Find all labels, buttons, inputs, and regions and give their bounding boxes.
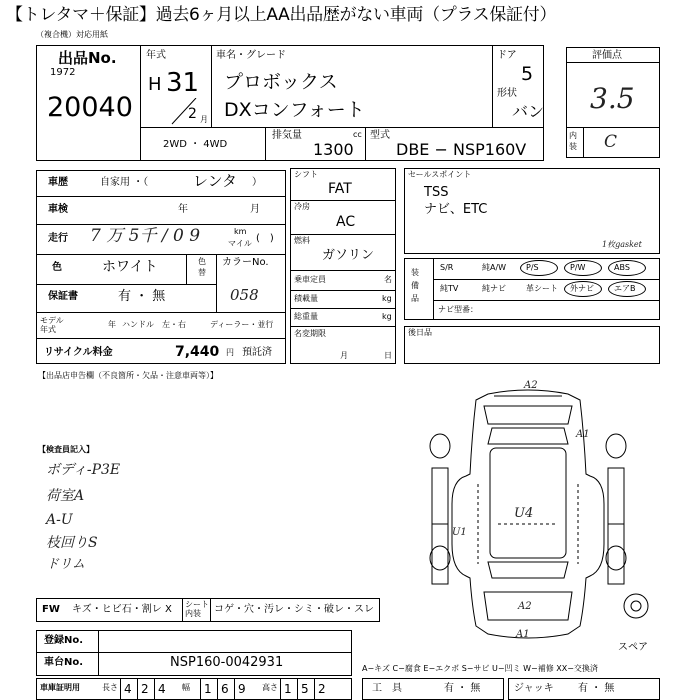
name-change-label: 名変期限 [294, 329, 326, 338]
model-year-year: 年 [108, 320, 116, 329]
color-value: ホワイト [102, 259, 158, 275]
equipment-item-r1-circle-5 [608, 260, 646, 276]
navi-label: ナビ型番： [438, 305, 478, 314]
history-label: 車歴 [48, 177, 68, 188]
fw-seat-text: コゲ・穴・汚レ・シミ・破レ・スレ [214, 604, 374, 615]
load-label: 積載量 [294, 294, 318, 303]
warranty-label: 保証書 [48, 291, 78, 302]
model-grade: DXコンフォート [224, 99, 365, 121]
score-label: 評価点 [592, 50, 622, 61]
shape-value: バン [512, 102, 545, 121]
notes-box [404, 326, 660, 364]
jack-label: ジャッキ [514, 683, 554, 694]
mileage-value: 7 万 5千 / 0 9 [90, 226, 201, 246]
inspector-line-1: ボディ-P3E [46, 462, 121, 478]
door-value: 5 [521, 63, 534, 85]
equipment-item-r1-circle-3 [520, 260, 558, 276]
inspector-label: 【検査員記入】 [38, 445, 94, 454]
recycle-unit: 円 [226, 348, 234, 357]
header-subnote: （複合機）対応用紙 [36, 30, 108, 39]
diagram-mark-5: A2 [518, 601, 532, 612]
fw-seat-label: シート内装 [185, 600, 209, 618]
name-change-month: 月 [340, 351, 348, 360]
diagram-mark-3: U4 [514, 506, 534, 521]
tools-value: 有 ・ 無 [444, 683, 481, 694]
recycle-label: リサイクル料金 [44, 347, 113, 358]
inspector-line-5: ドリム [46, 557, 86, 572]
cert-group-label-3: 高さ [262, 683, 278, 692]
cert-digit: 2 [141, 682, 149, 696]
weight-label: 総重量 [294, 312, 318, 321]
equipment-item-r1-5: ABS [614, 263, 630, 272]
spare-label: スペア [618, 642, 648, 653]
shift-label: シフト [294, 170, 318, 179]
history-close: ） [252, 177, 262, 188]
color-label: 色 [52, 262, 62, 273]
equipment-item-r1-3: P/S [526, 263, 539, 272]
color-no-label: カラーNo. [222, 257, 269, 268]
damage-legend: A−キズ C−腐食 E−エクボ S−サビ U−凹ミ W−補修 XX−交換済 [362, 664, 598, 673]
cert-digit: 1 [284, 682, 292, 696]
engine-value: 1300 [313, 140, 354, 159]
history-value: レンタ [193, 172, 238, 190]
equipment-item-r1-1: S/R [440, 263, 454, 272]
registration-label: 登録No. [44, 635, 84, 646]
diagram-mark-6: A1 [516, 629, 530, 640]
equipment-item-r2-1: 純TV [440, 284, 459, 293]
interior-label: 内装 [569, 131, 577, 151]
cert-group-label-1: 長さ [102, 683, 118, 692]
cert-digit: 4 [158, 682, 166, 696]
lot-code: 1972 [50, 67, 76, 78]
engine-label: 排気量 [272, 130, 302, 141]
inspection-month: 月 [250, 204, 260, 215]
inspection-label: 車検 [48, 204, 68, 215]
equipment-item-r2-3: 革シート [526, 284, 558, 293]
cert-digit: 5 [301, 682, 309, 696]
equipment-item-r2-circle-4 [564, 281, 602, 297]
sales-points-label: セールスポイント [408, 170, 472, 179]
door-label: ドア [497, 50, 517, 61]
inspector-line-3: A-U [46, 512, 73, 528]
shift-value: FAT [328, 181, 352, 197]
fuel-label: 燃料 [294, 236, 310, 245]
cert-group-label-2: 幅 [182, 683, 190, 692]
inspector-line-2: 荷室A [46, 488, 85, 504]
score-value: 3.5 [590, 82, 635, 115]
equipment-item-r2-5: エアB [614, 284, 636, 293]
shape-label: 形状 [497, 88, 517, 99]
fw-label: FW [42, 604, 60, 615]
color-no-value: 058 [230, 286, 259, 304]
color-change-label: 色替 [198, 257, 206, 277]
type-label: 型式 [370, 130, 390, 141]
load-unit: kg [382, 294, 392, 303]
mileage-km: km [234, 227, 247, 236]
mileage-paren: ( ) [256, 233, 274, 244]
chassis-value: NSP160-0042931 [170, 655, 284, 670]
year-month: 2 [188, 106, 197, 122]
year-month-unit: 月 [200, 115, 208, 124]
type-value: DBE − NSP160V [396, 140, 527, 159]
equipment-item-r1-2: 純A/W [482, 263, 507, 272]
diagram-mark-4: U1 [452, 527, 467, 538]
engine-unit: cc [353, 130, 362, 139]
capacity-unit: 名 [384, 275, 392, 284]
cert-digit: 6 [221, 682, 229, 696]
cert-digit: 9 [238, 682, 246, 696]
cert-digit: 2 [318, 682, 326, 696]
chassis-label: 車台No. [44, 657, 84, 668]
sales-points-line1: TSS [424, 185, 449, 200]
header-banner: 【トレタマ＋保証】過去6ヶ月以上AA出品歴がない車両（プラス保証付） [6, 5, 557, 25]
model-year-dealer: ディーラー・並行 [210, 320, 274, 329]
weight-unit: kg [382, 312, 392, 321]
cert-label: 車庫証明用 [40, 683, 80, 692]
seller-report-label: 【出品店申告欄（不良箇所・欠品・注意車両等）】 [38, 371, 218, 380]
drive-text: 2WD ・ 4WD [163, 139, 228, 150]
year-value: 31 [166, 68, 200, 98]
cert-digit: 4 [124, 682, 132, 696]
name-change-day: 日 [384, 351, 392, 360]
equipment-item-r2-circle-5 [608, 281, 646, 297]
mileage-label: 走行 [48, 233, 68, 244]
inspector-line-4: 枝回りS [46, 535, 98, 551]
sales-points-line2: ナビ、ETC [424, 202, 488, 217]
equipment-item-r2-2: 純ナビ [482, 284, 506, 293]
lot-label: 出品No. [58, 49, 117, 67]
interior-value: C [604, 132, 618, 152]
lot-number: 20040 [47, 92, 133, 123]
equipment-item-r2-4: 外ナビ [570, 284, 594, 293]
warranty-value: 有 ・ 無 [118, 289, 166, 304]
car-diagram [418, 384, 650, 646]
jack-value: 有 ・ 無 [578, 683, 615, 694]
history-options: 自家用 ・（ [100, 177, 149, 188]
equipment-item-r1-4: P/W [570, 263, 586, 272]
cert-digit: 1 [204, 682, 212, 696]
capacity-label: 乗車定員 [294, 275, 326, 284]
diagram-mark-2: A1 [576, 429, 590, 440]
aircon-value: AC [336, 214, 356, 230]
model-year-handle: ハンドル 左・右 [122, 320, 186, 329]
year-era: H [148, 74, 162, 95]
fuel-value: ガソリン [322, 248, 375, 263]
aircon-label: 冷房 [294, 202, 310, 211]
equipment-item-r1-circle-4 [564, 260, 602, 276]
notes-label: 後日品 [408, 328, 432, 337]
sales-points-note: 1枚gasket [602, 240, 642, 249]
model-name: プロボックス [224, 71, 338, 93]
diagram-mark-1: A2 [524, 380, 538, 391]
recycle-value: 7,440 [175, 344, 220, 360]
model-label: 車名・グレード [216, 50, 286, 61]
year-label: 年式 [146, 50, 166, 61]
inspection-year: 年 [178, 204, 188, 215]
recycle-note: 預託済 [242, 347, 272, 358]
tools-label: 工 具 [372, 683, 402, 694]
fw-text: キズ・ヒビ石・割レ X [72, 604, 172, 615]
equipment-label: 装備品 [411, 268, 419, 303]
model-year-label: モデル年式 [40, 316, 64, 334]
mileage-mile: マイル [228, 239, 252, 248]
